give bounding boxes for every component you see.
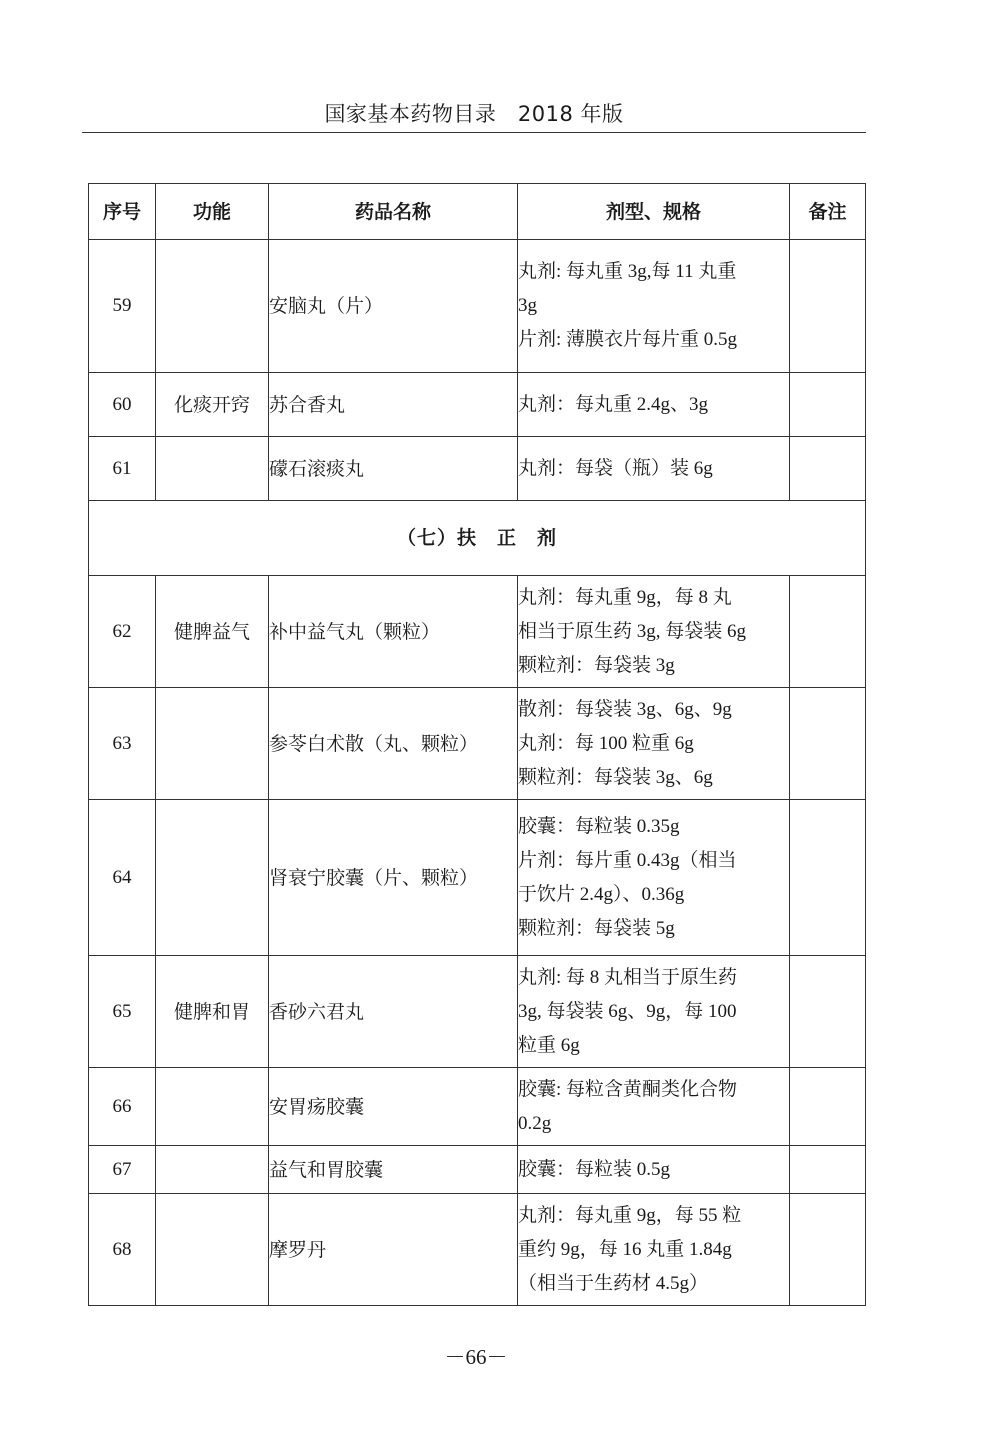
row-function: 健脾益气 [156, 576, 269, 688]
drug-table [88, 183, 866, 1306]
spec-line: 丸剂: 每丸重 3g,每 11 丸重 [518, 261, 737, 282]
row-no: 63 [89, 688, 156, 800]
table-row [89, 956, 866, 1068]
table-row [89, 240, 866, 373]
column-header-note: 备注 [790, 184, 866, 240]
row-note [790, 1146, 866, 1194]
row-function [156, 688, 269, 800]
table-row [89, 688, 866, 800]
table-row [89, 1068, 866, 1146]
row-function [156, 800, 269, 956]
table-header-row [89, 184, 866, 240]
row-note [790, 688, 866, 800]
row-spec [518, 373, 790, 437]
row-note [790, 1068, 866, 1146]
table-row [89, 800, 866, 956]
row-function [156, 1146, 269, 1194]
row-note [790, 373, 866, 437]
row-drug-name: 参苓白术散（丸、颗粒） [269, 688, 518, 800]
column-header-no: 序号 [89, 184, 156, 240]
row-function [156, 1194, 269, 1306]
spec-line: 粒重 6g [518, 1034, 580, 1056]
row-spec [518, 576, 790, 688]
spec-line: 3g, 每袋装 6g、9g，每 100 [518, 1000, 737, 1022]
row-note [790, 956, 866, 1068]
row-spec [518, 1146, 790, 1194]
page-number: －66－ [444, 1345, 508, 1369]
section-row [89, 501, 866, 576]
spec-line: 丸剂：每丸重 9g，每 8 丸 [518, 586, 732, 608]
row-drug-name: 肾衰宁胶囊（片、颗粒） [269, 800, 518, 956]
row-note [790, 576, 866, 688]
row-no: 60 [89, 373, 156, 437]
spec-line: 颗粒剂：每袋装 5g [518, 917, 675, 939]
row-spec [518, 240, 790, 373]
row-note [790, 1194, 866, 1306]
row-note [790, 437, 866, 501]
row-no: 67 [89, 1146, 156, 1194]
row-drug-name: 礞石滚痰丸 [269, 437, 518, 501]
section-title: （七）扶 正 剂 [89, 501, 866, 576]
row-function [156, 240, 269, 373]
spec-line: 丸剂：每丸重 9g，每 55 粒 [518, 1204, 742, 1226]
spec-line: 丸剂：每丸重 2.4g、3g [518, 393, 709, 415]
column-header-function: 功能 [156, 184, 269, 240]
spec-line: 胶囊：每粒装 0.5g [518, 1158, 671, 1180]
spec-line: 丸剂：每袋（瓶）装 6g [518, 457, 713, 479]
table-row [89, 1194, 866, 1306]
table-row [89, 437, 866, 501]
table-row [89, 576, 866, 688]
row-spec [518, 688, 790, 800]
spec-line: 片剂: 薄膜衣片每片重 0.5g [518, 329, 738, 350]
spec-line: 3g [518, 295, 537, 316]
row-no: 61 [89, 437, 156, 501]
row-spec [518, 800, 790, 956]
row-no: 62 [89, 576, 156, 688]
row-spec [518, 1194, 790, 1306]
header-rule [82, 132, 866, 133]
spec-line: 片剂：每片重 0.43g（相当 [518, 849, 737, 871]
row-note [790, 800, 866, 956]
spec-line: 胶囊: 每粒含黄酮类化合物 [518, 1078, 738, 1100]
spec-line: 丸剂：每 100 粒重 6g [518, 732, 694, 754]
row-drug-name: 安胃疡胶囊 [269, 1068, 518, 1146]
page-header-title: 国家基本药物目录 2018 年版 [324, 102, 624, 126]
table-row [89, 1146, 866, 1194]
row-no: 68 [89, 1194, 156, 1306]
row-spec [518, 956, 790, 1068]
row-function: 化痰开窍 [156, 373, 269, 437]
spec-line: 丸剂: 每 8 丸相当于原生药 [518, 966, 738, 988]
spec-line: 0.2g [518, 1112, 552, 1134]
spec-line: 散剂：每袋装 3g、6g、9g [518, 698, 732, 720]
row-function [156, 437, 269, 501]
row-drug-name: 香砂六君丸 [269, 956, 518, 1068]
row-function: 健脾和胃 [156, 956, 269, 1068]
spec-line: （相当于生药材 4.5g） [518, 1272, 709, 1294]
column-header-spec: 剂型、规格 [518, 184, 790, 240]
spec-line: 相当于原生药 3g, 每袋装 6g [518, 620, 747, 642]
spec-line: 颗粒剂：每袋装 3g、6g [518, 766, 713, 788]
spec-line: 于饮片 2.4g）、0.36g [518, 883, 685, 905]
row-no: 64 [89, 800, 156, 956]
row-no: 59 [89, 240, 156, 373]
spec-line: 胶囊：每粒装 0.35g [518, 815, 680, 837]
row-drug-name: 益气和胃胶囊 [269, 1146, 518, 1194]
row-note [790, 240, 866, 373]
row-spec [518, 437, 790, 501]
row-function [156, 1068, 269, 1146]
row-drug-name: 补中益气丸（颗粒） [269, 576, 518, 688]
spec-line: 颗粒剂：每袋装 3g [518, 654, 675, 676]
row-drug-name: 摩罗丹 [269, 1194, 518, 1306]
row-drug-name: 安脑丸（片） [269, 240, 518, 373]
column-header-drug-name: 药品名称 [269, 184, 518, 240]
spec-line: 重约 9g，每 16 丸重 1.84g [518, 1238, 732, 1260]
row-no: 65 [89, 956, 156, 1068]
row-no: 66 [89, 1068, 156, 1146]
row-drug-name: 苏合香丸 [269, 373, 518, 437]
row-spec [518, 1068, 790, 1146]
table-row [89, 373, 866, 437]
